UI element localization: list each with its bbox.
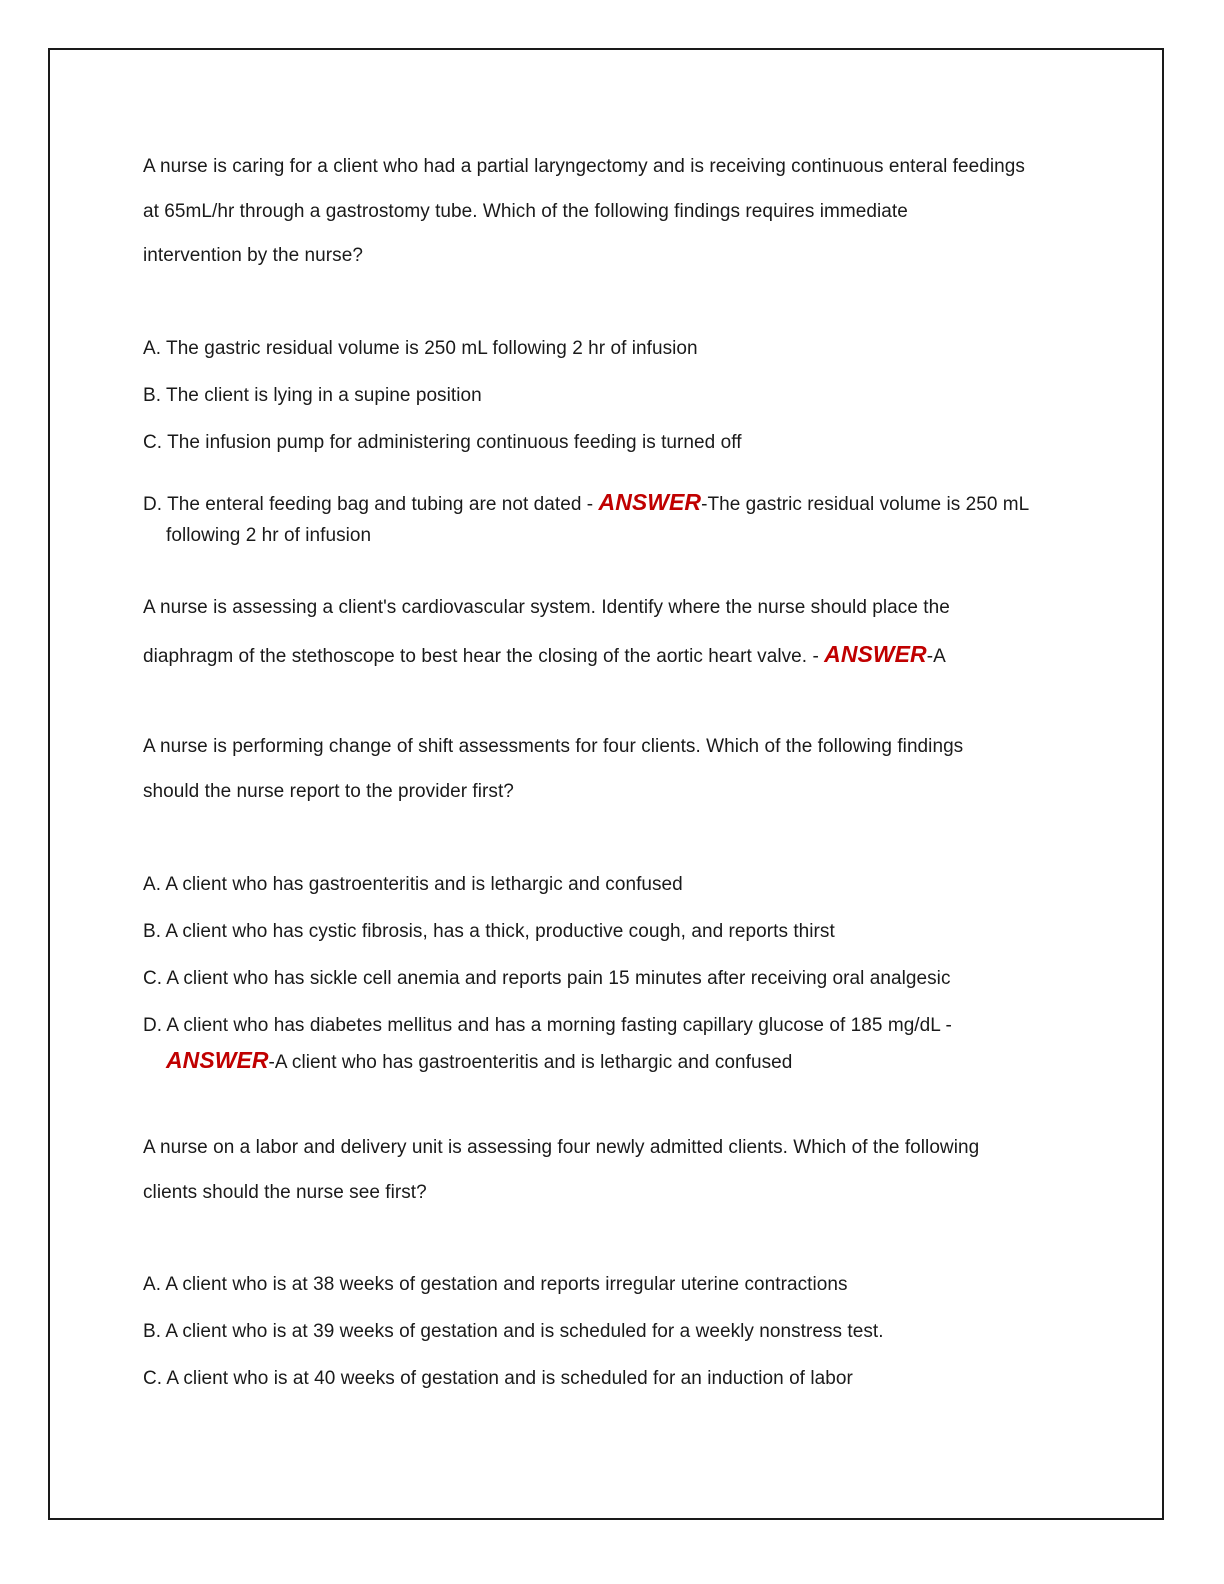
q4-stem-line-1: A nurse on a labor and delivery unit is assessing four newly admitted clients. Which of the following — [143, 1137, 980, 1158]
q3-option-b: B. A client who has cystic fibrosis, has a thick, productive cough, and reports thirst — [143, 921, 835, 942]
q2-answer-text: -A — [926, 646, 946, 667]
q3-answer-label: ANSWER — [166, 1047, 269, 1073]
q1-option-d-answer-line — [143, 490, 1029, 517]
q3-stem-line-2: should the nurse report to the provider first? — [143, 781, 514, 802]
q1-option-b: B. The client is lying in a supine position — [143, 385, 482, 406]
q4-option-a: A. A client who is at 38 weeks of gestation and reports irregular uterine contractions — [143, 1274, 848, 1295]
q4-option-b: B. A client who is at 39 weeks of gestation and is scheduled for a weekly nonstress test. — [143, 1321, 884, 1342]
q1-stem-line-2: at 65mL/hr through a gastrostomy tube. Which of the following findings requires immediate — [143, 201, 908, 222]
q4-stem-line-2: clients should the nurse see first? — [143, 1182, 427, 1203]
q2-stem-line-1: A nurse is assessing a client's cardiovascular system. Identify where the nurse should place the — [143, 597, 950, 618]
q1-option-a: A. The gastric residual volume is 250 mL following 2 hr of infusion — [143, 338, 698, 359]
q1-answer-text: -The gastric residual volume is 250 mL — [701, 494, 1030, 515]
q3-option-c: C. A client who has sickle cell anemia and reports pain 15 minutes after receiving oral analgesic — [143, 968, 951, 989]
q4-option-c: C. A client who is at 40 weeks of gestation and is scheduled for an induction of labor — [143, 1368, 853, 1389]
q1-option-c: C. The infusion pump for administering continuous feeding is turned off — [143, 432, 742, 453]
q2-stem-line-2: diaphragm of the stethoscope to best hear the closing of the aortic heart valve. - — [143, 646, 819, 667]
q3-option-d: D. A client who has diabetes mellitus and has a morning fasting capillary glucose of 185 mg/dL - — [143, 1015, 952, 1036]
q1-option-d: D. The enteral feeding bag and tubing are not dated - — [143, 494, 594, 515]
q3-stem-line-1: A nurse is performing change of shift assessments for four clients. Which of the following findings — [143, 736, 964, 757]
q3-option-a: A. A client who has gastroenteritis and is lethargic and confused — [143, 874, 683, 895]
q3-answer-text: -A client who has gastroenteritis and is lethargic and confused — [268, 1052, 793, 1073]
q1-stem-line-3: intervention by the nurse? — [143, 245, 363, 266]
q3-answer-line — [166, 1048, 792, 1075]
q1-answer-text-cont: following 2 hr of infusion — [166, 525, 372, 546]
q2-answer-label: ANSWER — [824, 641, 927, 667]
q1-answer-label: ANSWER — [598, 489, 702, 515]
q2-stem-answer-line — [143, 642, 946, 669]
q1-stem-line-1: A nurse is caring for a client who had a partial laryngectomy and is receiving continuous enteral feedings — [143, 156, 1025, 177]
